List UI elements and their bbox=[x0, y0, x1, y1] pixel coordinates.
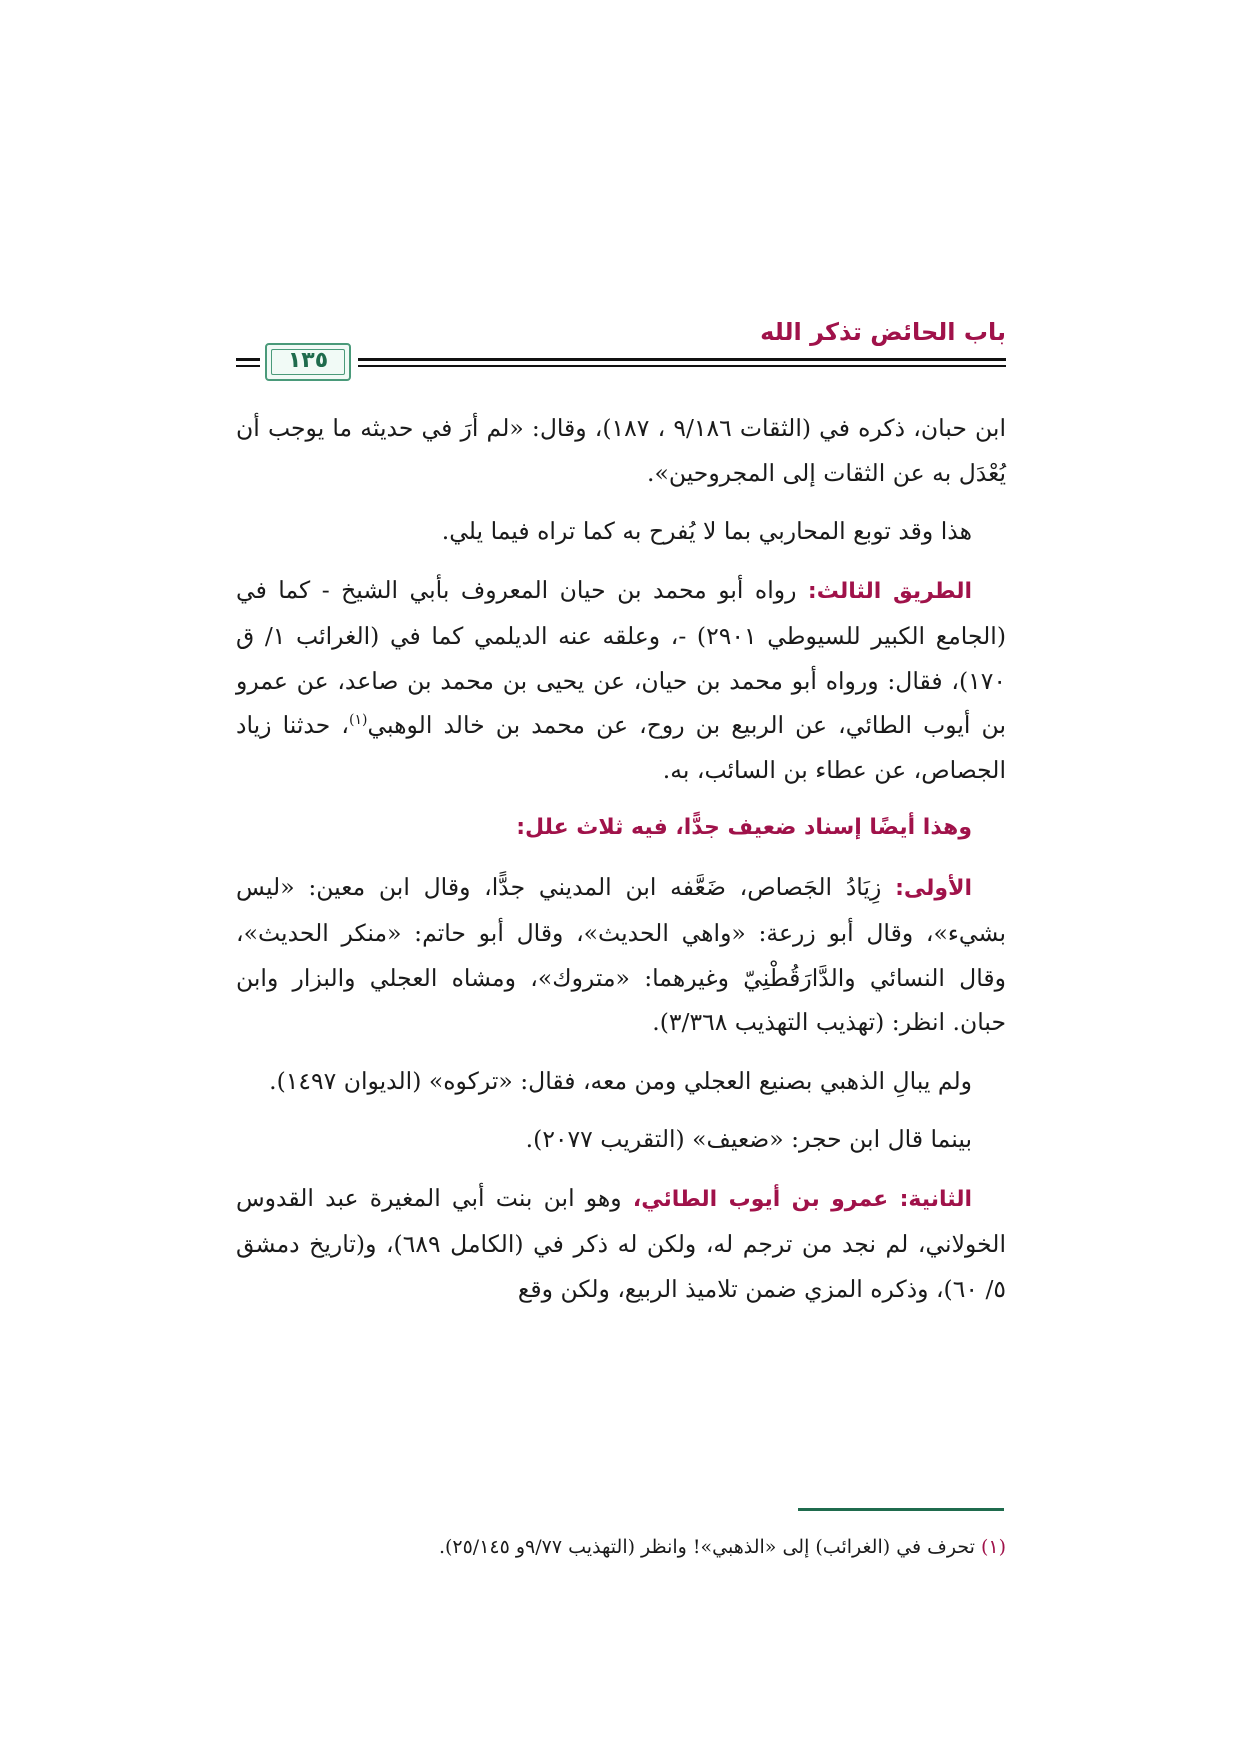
paragraph: ابن حبان، ذكره في (الثقات ٩/١٨٦ ، ١٨٧)، وقال: «لم أرَ في حديثه ما يوجب أن يُعْدَل به عن الثقات إلى المجروحين». bbox=[236, 414, 1006, 487]
paragraph: بينما قال ابن حجر: «ضعيف» (التقريب ٢٠٧٧). bbox=[525, 1125, 972, 1153]
section-heading: وهذا أيضًا إسناد ضعيف جدًّا، فيه ثلاث علل: bbox=[516, 815, 972, 840]
page-number: ١٣٥ bbox=[287, 348, 329, 373]
footnote-text: تحرف في (الغرائب) إلى «الذهبي»! وانظر (التهذيب ٩/٧٧و ٢٥/١٤٥). bbox=[438, 1536, 981, 1558]
paragraph: هذا وقد توبع المحاربي بما لا يُفرح به كما تراه فيما يلي. bbox=[441, 517, 972, 545]
paragraph-label: الأولى: bbox=[895, 875, 972, 901]
paragraph-label: الثانية: عمرو بن أيوب الطائي، bbox=[632, 1186, 973, 1212]
paragraph-text: زِيَادُ الجَصاص، ضَعَّفه ابن المديني جدًّا، وقال ابن معين: «ليس بشيء»، وقال أبو زرعة: «واهي الحديث»، وقال أبو حاتم: «منكر الحديث»، وقال النسائي والدَّارَقُطْنِيّ وغيرهما: «متروك»، ومشاه العجلي والبزار وابن حبان. انظر: (تهذيب التهذيب ٣/٣٦٨). bbox=[236, 872, 1006, 1036]
paragraph-label: الطريق الثالث: bbox=[807, 578, 972, 604]
main-text bbox=[236, 406, 1006, 1325]
footnote bbox=[236, 1530, 1006, 1564]
page-header bbox=[236, 318, 1006, 373]
page-number-badge bbox=[265, 343, 351, 381]
footnote-separator bbox=[798, 1508, 1004, 1511]
header-rule bbox=[358, 358, 1006, 367]
paragraph-text: ، حدثنا زياد الجصاص، عن عطاء بن السائب، به. bbox=[236, 711, 1006, 784]
paragraph bbox=[236, 865, 1006, 1045]
footnote-number: (١) bbox=[980, 1536, 1006, 1558]
paragraph-text: وهو ابن بنت أبي المغيرة عبد القدوس الخولاني، لم نجد من ترجم له، ولكن له ذكر في (الكامل ٦٨٩)، و(تاريخ دمشق ٥/ ٦٠)، وذكره المزي ضمن تلاميذ الربيع، ولكن وقع bbox=[236, 1183, 1006, 1303]
paragraph bbox=[236, 568, 1006, 793]
footnote-reference[interactable]: (١) bbox=[348, 712, 368, 729]
paragraph: ولم يبالِ الذهبي بصنيع العجلي ومن معه، فقال: «تركوه» (الديوان ١٤٩٧). bbox=[269, 1066, 972, 1095]
paragraph bbox=[236, 1176, 1006, 1312]
paragraph-text: رواه أبو محمد بن حيان المعروف بأبي الشيخ - كما في (الجامع الكبير للسيوطي ٢٩٠١) -، وعلقه عنه الديلمي كما في (الغرائب ١/ ق ١٧٠)، فقال: ورواه أبو محمد بن حيان، عن يحيى بن محمد بن صاعد، عن عمرو بن أيوب الطائي، عن الربيع بن روح، عن محمد بن خالد الوهبي bbox=[236, 575, 1006, 739]
chapter-title: باب الحائض تذكر الله bbox=[760, 318, 1006, 346]
header-rule-end bbox=[236, 358, 260, 367]
